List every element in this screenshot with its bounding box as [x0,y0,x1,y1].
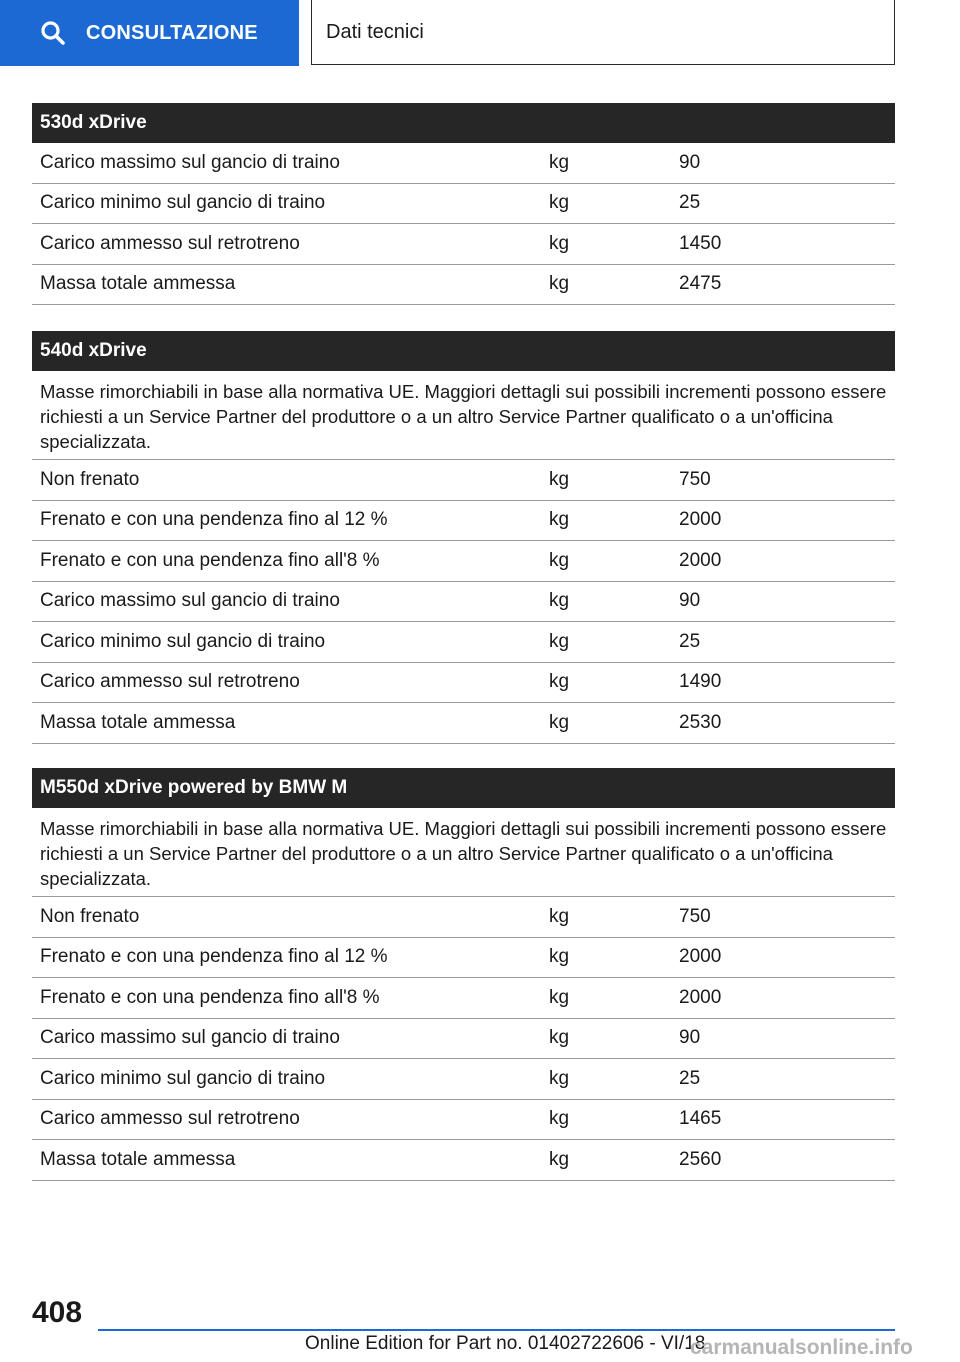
row-unit: kg [549,509,570,531]
row-unit: kg [549,232,570,254]
row-value: 1465 [679,1108,722,1130]
row-value: 25 [679,1067,701,1089]
row-unit: kg [549,151,570,173]
row-unit: kg [549,671,570,693]
row-label: Non frenato [40,468,140,490]
row-unit: kg [549,273,570,295]
row-value: 2530 [679,711,722,733]
table-row [32,541,895,582]
row-value: 25 [679,192,701,214]
row-value: 25 [679,630,701,652]
row-unit: kg [549,986,570,1008]
row-value: 1450 [679,232,722,254]
table-row [32,1019,895,1060]
row-value: 90 [679,590,701,612]
section-title-tab[interactable] [311,0,895,65]
table-row [32,703,895,744]
row-unit: kg [549,1148,570,1170]
row-unit: kg [549,905,570,927]
row-label: Frenato e con una pendenza fino all'8 % [40,549,380,571]
row-label: Massa totale ammessa [40,1148,236,1170]
row-label: Frenato e con una pendenza fino all'8 % [40,986,380,1008]
row-value: 750 [679,468,711,490]
spec-table-m550d [32,768,895,1181]
table-note: Masse rimorchiabili in base alla normativa UE. Maggiori dettagli sui possibili incrementi possono essere richiesti a un Service Partner del produttore o a un altro Service Partner qualificato o a un'officina specializzata. [32,808,895,897]
consultazione-label: CONSULTAZIONE [86,21,258,44]
row-value: 2000 [679,946,722,968]
table-header: 530d xDrive [32,103,895,143]
watermark: carmanualsonline.info [690,1336,913,1359]
table-row [32,978,895,1019]
row-label: Non frenato [40,905,140,927]
row-value: 750 [679,905,711,927]
row-label: Carico minimo sul gancio di traino [40,1067,326,1089]
table-note: Masse rimorchiabili in base alla normativa UE. Maggiori dettagli sui possibili incrementi possono essere richiesti a un Service Partner del produttore o a un altro Service Partner qualificato o a un'officina specializzata. [32,371,895,460]
row-unit: kg [549,1027,570,1049]
row-value: 1490 [679,671,722,693]
table-row [32,1059,895,1100]
table-header: 540d xDrive [32,331,895,371]
row-label: Carico massimo sul gancio di traino [40,590,340,612]
page-number: 408 [32,1296,83,1329]
row-unit: kg [549,946,570,968]
row-value: 2000 [679,986,722,1008]
row-label: Carico ammesso sul retrotreno [40,232,300,254]
row-label: Carico minimo sul gancio di traino [40,630,326,652]
spec-table-530d [32,103,895,305]
header [0,0,960,66]
section-title: Dati tecnici [326,20,424,43]
row-value: 90 [679,151,701,173]
row-label: Carico ammesso sul retrotreno [40,1108,300,1130]
table-row [32,265,895,306]
row-label: Carico ammesso sul retrotreno [40,671,300,693]
table-row [32,184,895,225]
row-unit: kg [549,468,570,490]
table-row [32,582,895,623]
row-unit: kg [549,1108,570,1130]
footer-divider [98,1329,895,1331]
table-row [32,622,895,663]
row-label: Massa totale ammessa [40,711,236,733]
table-row [32,938,895,979]
row-unit: kg [549,590,570,612]
row-value: 2560 [679,1148,722,1170]
row-label: Frenato e con una pendenza fino al 12 % [40,509,388,531]
table-row [32,224,895,265]
spec-table-540d [32,331,895,744]
row-label: Carico minimo sul gancio di traino [40,192,326,214]
table-row [32,143,895,184]
row-value: 90 [679,1027,701,1049]
row-unit: kg [549,630,570,652]
row-value: 2000 [679,549,722,571]
table-row [32,897,895,938]
edition-text: Online Edition for Part no. 01402722606 - VI/18 [305,1333,706,1354]
table-row [32,1140,895,1181]
table-row [32,460,895,501]
row-unit: kg [549,711,570,733]
row-value: 2475 [679,273,722,295]
table-row [32,501,895,542]
row-value: 2000 [679,509,722,531]
table-row [32,1100,895,1141]
row-label: Massa totale ammessa [40,273,236,295]
row-unit: kg [549,549,570,571]
row-unit: kg [549,1067,570,1089]
consultazione-tab[interactable] [0,0,299,66]
row-label: Carico massimo sul gancio di traino [40,1027,340,1049]
row-label: Frenato e con una pendenza fino al 12 % [40,946,388,968]
search-icon [40,20,66,46]
row-label: Carico massimo sul gancio di traino [40,151,340,173]
table-header: M550d xDrive powered by BMW M [32,768,895,808]
row-unit: kg [549,192,570,214]
table-row [32,663,895,704]
